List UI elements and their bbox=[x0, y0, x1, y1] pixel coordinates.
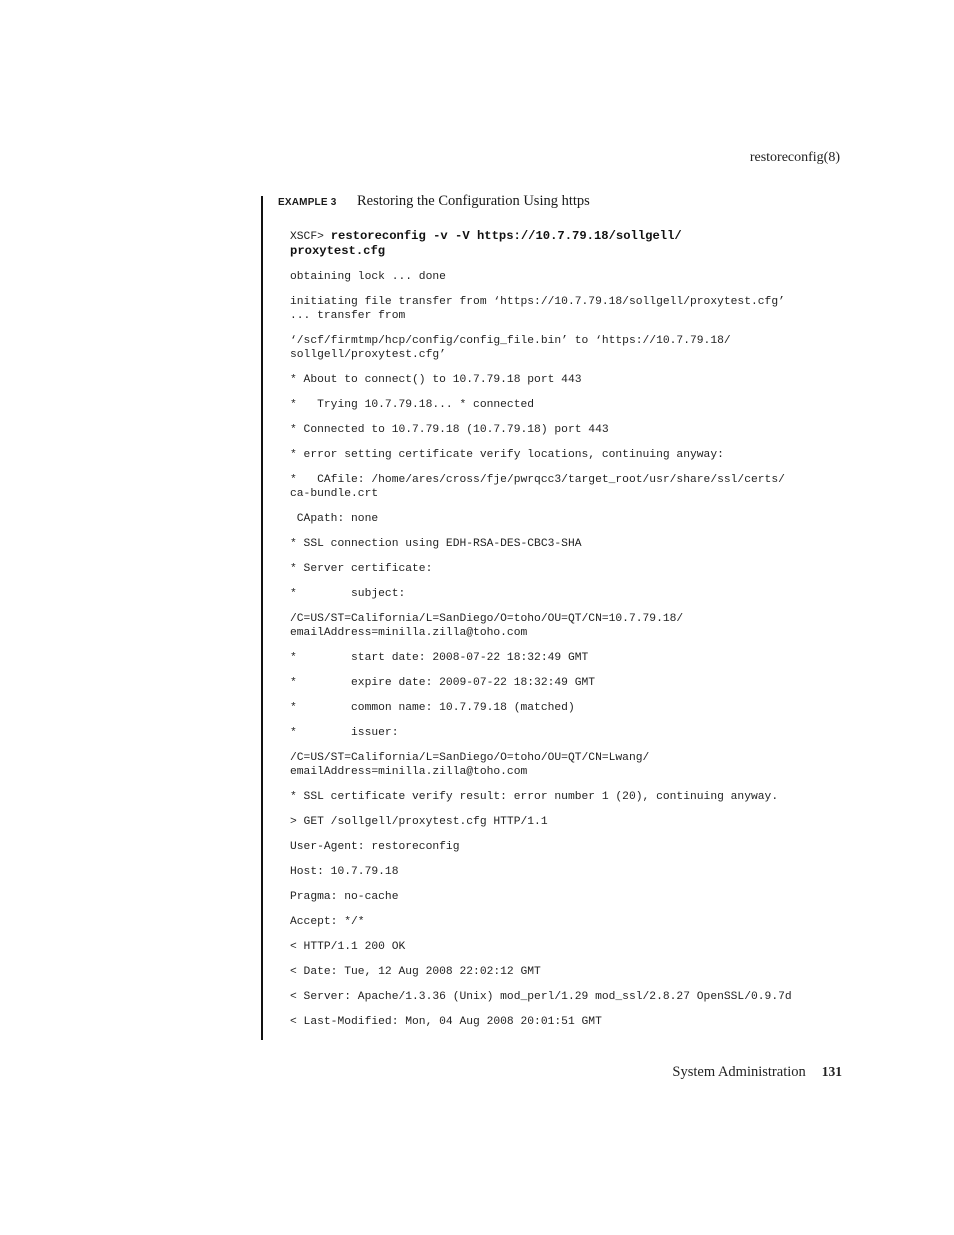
output-line: * expire date: 2009-07-22 18:32:49 GMT bbox=[290, 677, 596, 689]
output-line: /C=US/ST=California/L=SanDiego/O=toho/OU=QT/CN=Lwang/ emailAddress=minilla.zilla@toho.com bbox=[290, 752, 650, 778]
shell-prompt: XSCF> bbox=[290, 231, 331, 243]
output-line: Accept: */* bbox=[290, 916, 365, 928]
page-footer bbox=[672, 1064, 842, 1081]
page-number: 131 bbox=[821, 1064, 842, 1079]
example-label: EXAMPLE 3 bbox=[278, 197, 337, 208]
output-line: Pragma: no-cache bbox=[290, 891, 399, 903]
output-line: < HTTP/1.1 200 OK bbox=[290, 941, 406, 953]
output-line: * issuer: bbox=[290, 727, 399, 739]
output-line: > GET /sollgell/proxytest.cfg HTTP/1.1 bbox=[290, 816, 548, 828]
command-output bbox=[290, 270, 850, 1029]
output-line: initiating file transfer from ‘https://10.7.79.18/sollgell/proxytest.cfg’ ... transfer from bbox=[290, 296, 785, 322]
output-line: * About to connect() to 10.7.79.18 port 443 bbox=[290, 374, 582, 386]
output-line: ‘/scf/firmtmp/hcp/config/config_file.bin’ to ‘https://10.7.79.18/ sollgell/proxytest.cfg’ bbox=[290, 335, 731, 361]
output-line: * SSL connection using EDH-RSA-DES-CBC3-SHA bbox=[290, 538, 582, 550]
output-line: < Server: Apache/1.3.36 (Unix) mod_perl/1.29 mod_ssl/2.8.27 OpenSSL/0.9.7d bbox=[290, 991, 792, 1003]
command-text-2: proxytest.cfg bbox=[290, 244, 386, 258]
output-line: Host: 10.7.79.18 bbox=[290, 866, 399, 878]
output-line: * Connected to 10.7.79.18 (10.7.79.18) port 443 bbox=[290, 424, 609, 436]
example-heading bbox=[278, 192, 590, 210]
example-title: Restoring the Configuration Using https bbox=[357, 193, 590, 209]
example-margin-bar bbox=[261, 196, 263, 1040]
output-line: * Trying 10.7.79.18... * connected bbox=[290, 399, 535, 411]
code-example bbox=[290, 229, 850, 1040]
output-line: * CAfile: /home/ares/cross/fje/pwrqcc3/target_root/usr/share/ssl/certs/ ca-bundle.crt bbox=[290, 474, 785, 500]
output-line: < Date: Tue, 12 Aug 2008 22:02:12 GMT bbox=[290, 966, 541, 978]
output-line: * Server certificate: bbox=[290, 563, 433, 575]
output-line: User-Agent: restoreconfig bbox=[290, 841, 460, 853]
output-line: * start date: 2008-07-22 18:32:49 GMT bbox=[290, 652, 589, 664]
output-line: /C=US/ST=California/L=SanDiego/O=toho/OU=QT/CN=10.7.79.18/ emailAddress=minilla.zilla@toho.com bbox=[290, 613, 684, 639]
output-line: * subject: bbox=[290, 588, 406, 600]
command-text-1: restoreconfig -v -V https://10.7.79.18/sollgell/ bbox=[330, 229, 682, 243]
footer-section-title: System Administration bbox=[672, 1064, 806, 1080]
output-line: < Last-Modified: Mon, 04 Aug 2008 20:01:51 GMT bbox=[290, 1016, 602, 1028]
output-line: * error setting certificate verify locations, continuing anyway: bbox=[290, 449, 724, 461]
output-line: obtaining lock ... done bbox=[290, 271, 446, 283]
output-line: CApath: none bbox=[290, 513, 379, 525]
output-line: * common name: 10.7.79.18 (matched) bbox=[290, 702, 575, 714]
running-header: restoreconfig(8) bbox=[749, 150, 840, 165]
output-line: * SSL certificate verify result: error number 1 (20), continuing anyway. bbox=[290, 791, 779, 803]
command-line bbox=[290, 229, 850, 259]
